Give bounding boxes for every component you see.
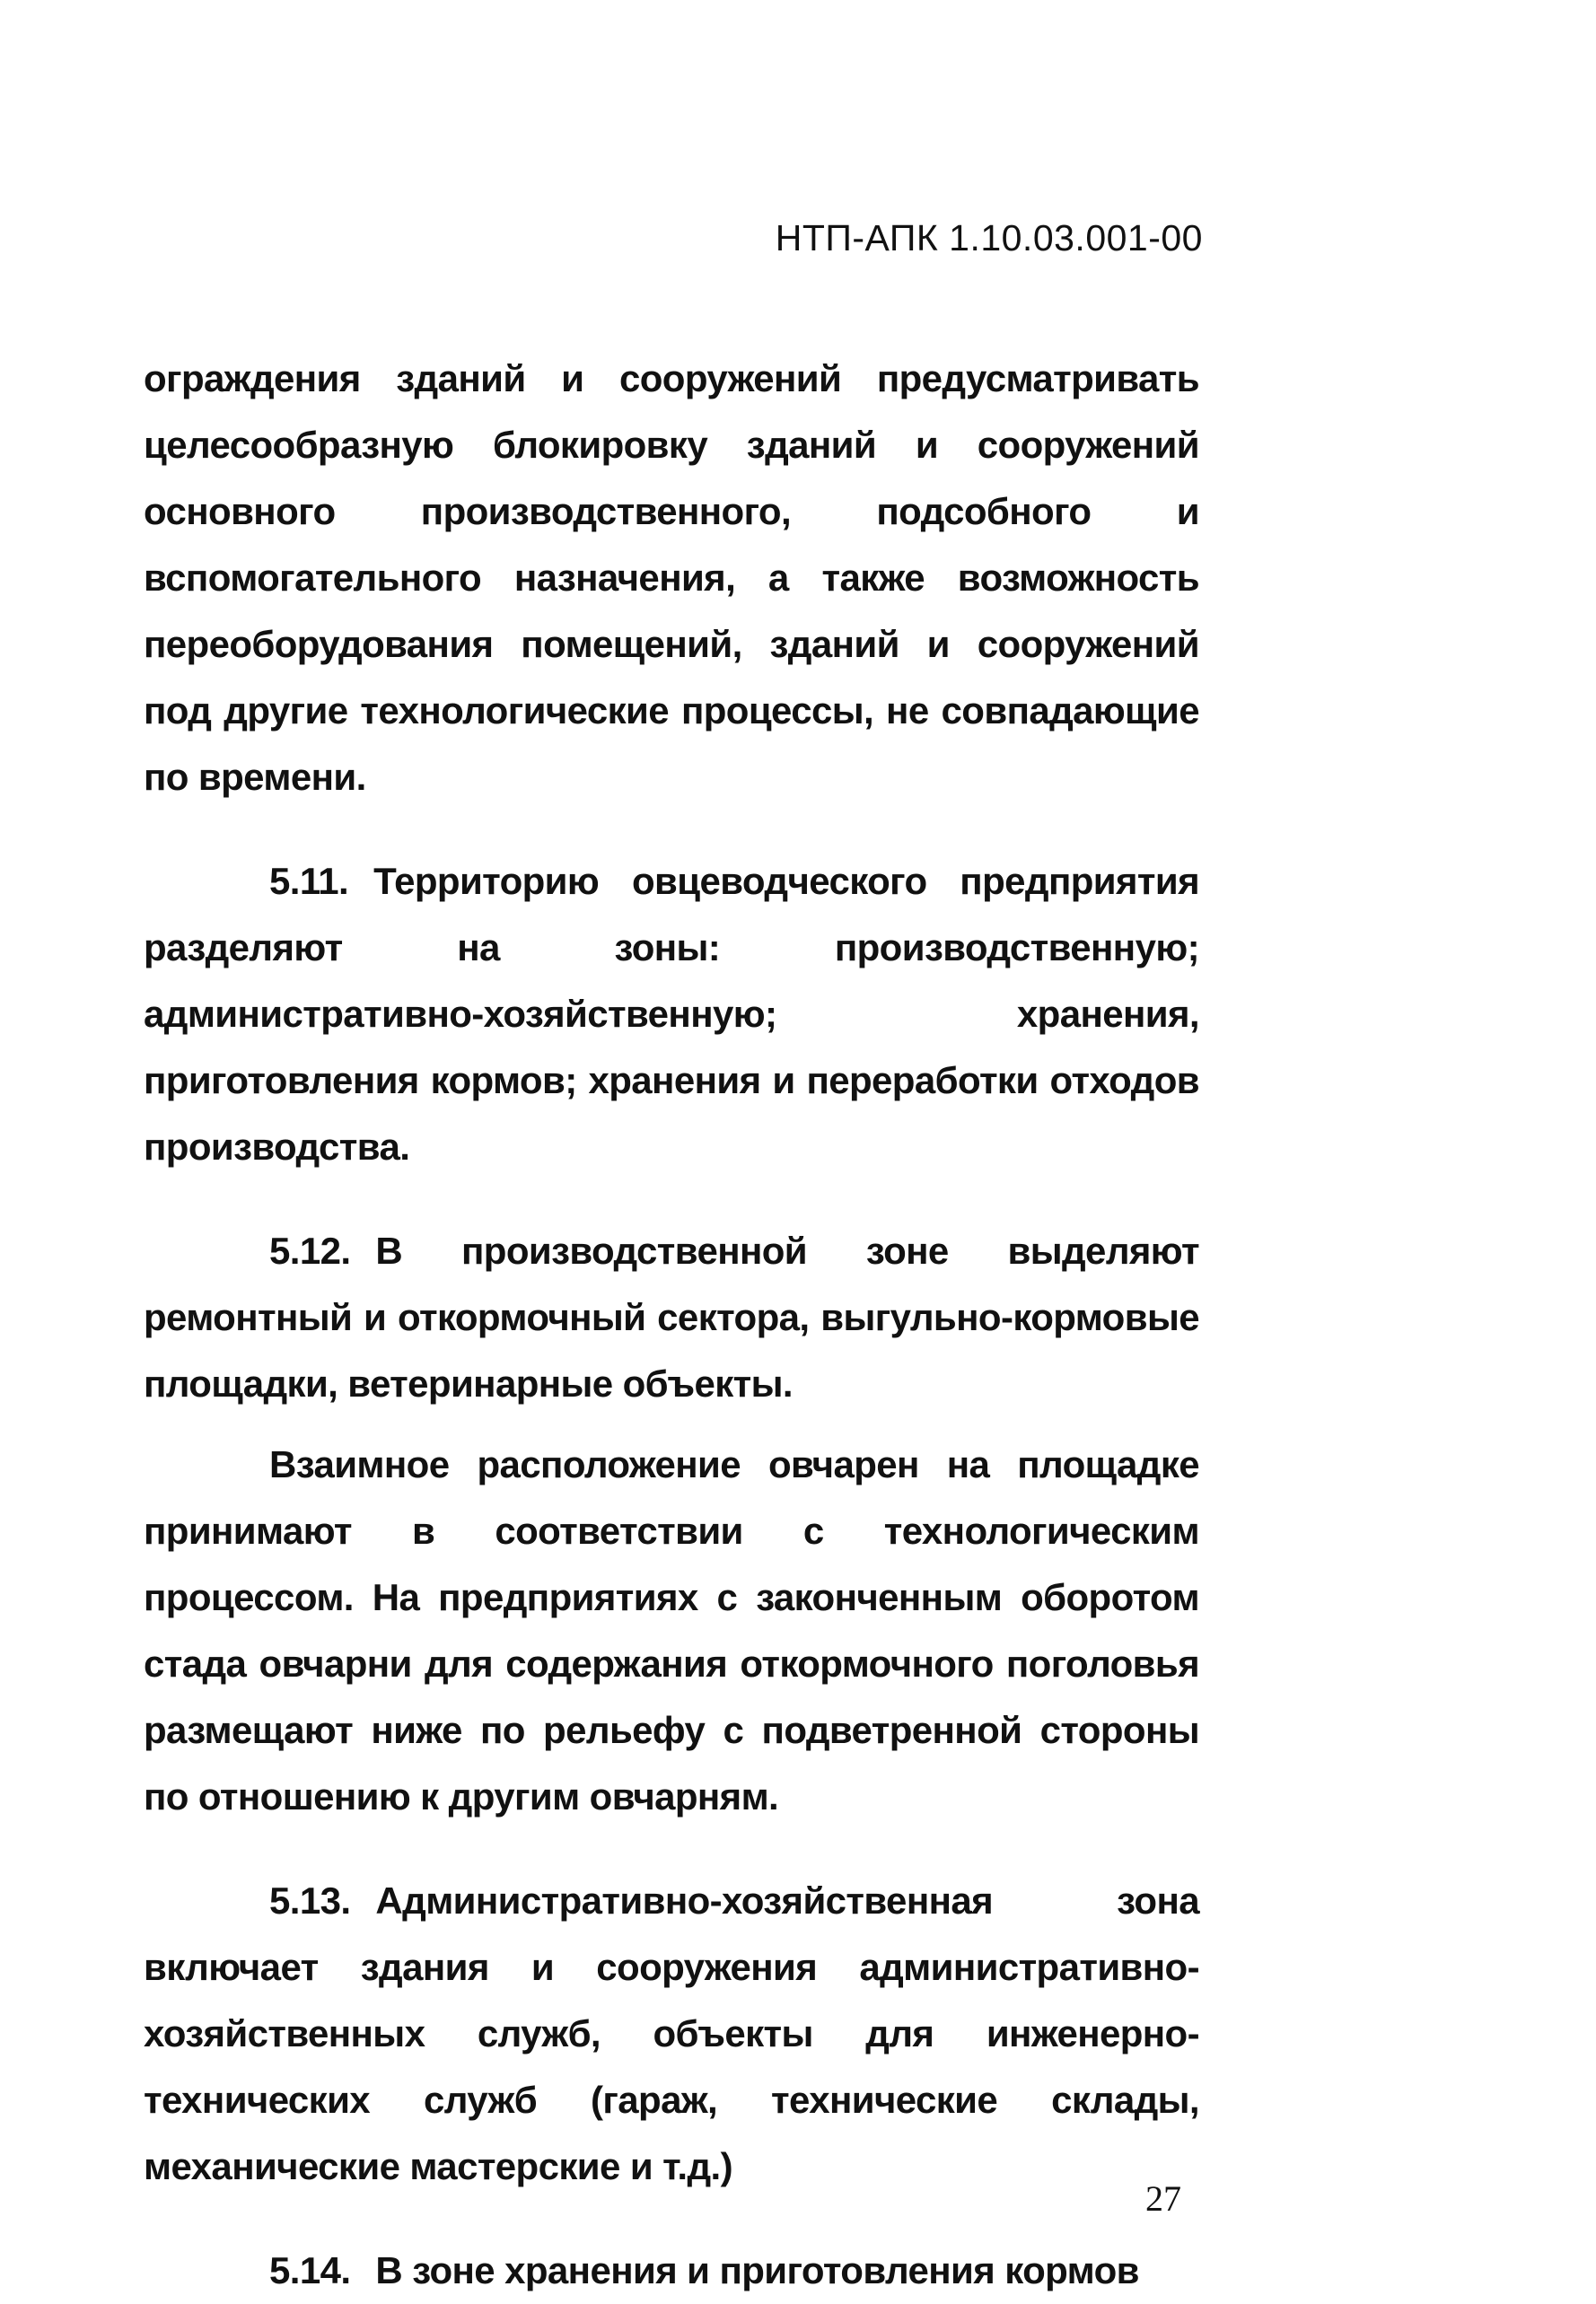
page-number: 27 [1145, 2178, 1181, 2219]
paragraph-continuation [144, 346, 1199, 810]
paragraph-text: Взаимное расположение овчарен на площадке принимают в соответствии с технологическим процессом. На предприятиях с законченным оборотом стада овчарни для содержания откормочного поголовья размещают ниже по рельефу с подветренной стороны по отношению к другим овчарням. [144, 1443, 1199, 1818]
paragraph-text: Административно-хозяйственная зона включает здания и сооружения административно-хозяйственных служб, объекты для инженерно-технических служб (гараж, технические склады, механические мастерские и т.д.) [144, 1879, 1199, 2187]
paragraph-number: 5.11. [269, 860, 349, 902]
paragraph-text: В производственной зоне выделяют ремонтный и откормочный сектора, выгульно-кормовые площадки, ветеринарные объекты. [144, 1230, 1199, 1405]
document-code: НТП-АПК 1.10.03.001-00 [775, 217, 1203, 258]
paragraph-text: Территорию овцеводческого предприятия разделяют на зоны: производственную; административно-хозяйственную; хранения, приготовления кормов; хранения и переработки отходов производства. [144, 860, 1199, 1168]
paragraph-number: 5.14. [269, 2249, 351, 2291]
paragraph-sheep-house-layout [144, 1432, 1199, 1830]
paragraph-number: 5.12. [269, 1230, 351, 1272]
paragraph-number: 5.13. [269, 1879, 351, 1922]
paragraph-5-12 [144, 1218, 1199, 1417]
document-body [144, 346, 1199, 2304]
paragraph-5-14 [144, 2238, 1199, 2304]
paragraph-5-11 [144, 848, 1199, 1180]
paragraph-text: ограждения зданий и сооружений предусматривать целесообразную блокировку зданий и сооружений основного производственного, подсобного и вспомогательного назначения, а также возможность переоборудования помещений, зданий и сооружений под другие технологические процессы, не совпадающие по времени. [144, 357, 1199, 798]
paragraph-5-13 [144, 1868, 1199, 2200]
paragraph-text: В зоне хранения и приготовления кормов [375, 2249, 1139, 2291]
